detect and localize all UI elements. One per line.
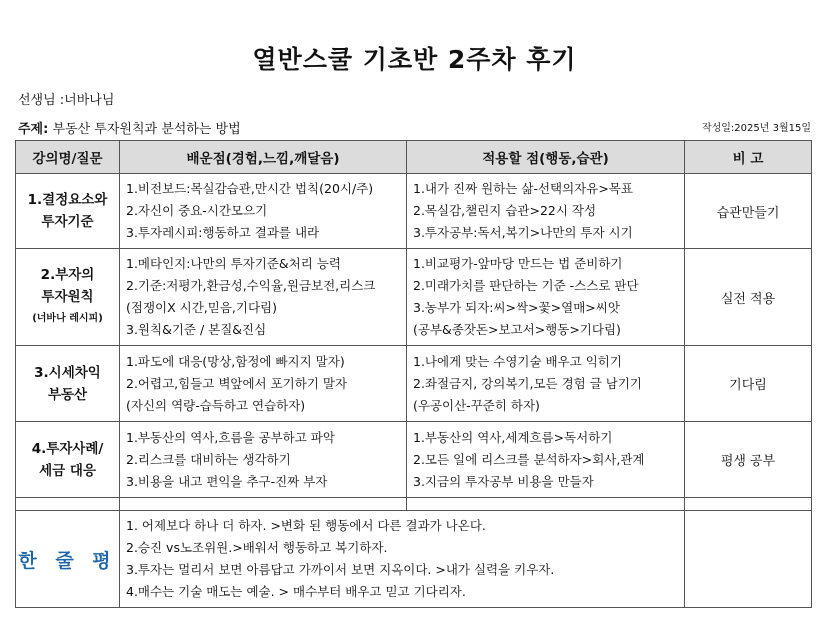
learned-line: 1.비전보드:목실감습관,만시간 법칙(20시/주) (126, 181, 374, 196)
table-row (16, 174, 812, 249)
apply-line: 2.좌절금지, 강의복기,모든 경험 글 남기기 (413, 375, 642, 391)
note-cell: 실전 적용 (685, 249, 812, 346)
review-note-cell (685, 511, 812, 608)
review-line: 3.투자는 멀리서 보면 아름답고 가까이서 보면 지옥이다. >내가 실력을 키우자. (126, 562, 555, 577)
learned-cell (120, 249, 407, 346)
learned-line: (점쟁이X 시간,믿음,기다림) (126, 300, 277, 315)
lecture-name (16, 422, 120, 498)
header-note: 비 고 (685, 141, 812, 174)
apply-cell (407, 346, 685, 422)
one-line-review-cell (120, 511, 685, 608)
spacer-cell (407, 498, 685, 511)
note-cell: 기다림 (685, 346, 812, 422)
learned-line: 1.파도에 대응(망상,함정에 빠지지 말자) (126, 353, 345, 369)
apply-line: 1.내가 진짜 원하는 삶-선택의자유>목표 (413, 181, 633, 196)
lecture-name (16, 346, 120, 422)
one-line-review-row (16, 511, 812, 608)
learned-line: 2.리스크를 대비하는 생각하기 (126, 451, 291, 467)
review-line: 2.승진 vs노조위원.>배워서 행동하고 복기하자. (126, 540, 388, 555)
header-lecture: 강의명/질문 (16, 141, 120, 174)
table-row (16, 422, 812, 498)
review-line: 1. 어제보다 하나 더 하자. >변화 된 행동에서 다른 결과가 나온다. (126, 518, 486, 533)
spacer-cell (685, 498, 812, 511)
apply-line: 2.미래가치를 판단하는 기준 -스스로 판단 (413, 278, 639, 293)
apply-cell (407, 174, 685, 249)
learned-line: 3.투자레시피:행동하고 결과를 내라 (126, 225, 320, 240)
learned-line: 1.메타인지:나만의 투자기준&처리 능력 (126, 256, 341, 271)
spacer-row (16, 498, 812, 511)
header-row (16, 141, 812, 174)
lecture-name-line: 투자원칙 (41, 289, 94, 305)
learned-cell (120, 422, 407, 498)
lecture-name-line: 1.결정요소와 (27, 192, 108, 208)
learned-line: (자신의 역량-습득하고 연습하자) (126, 397, 306, 413)
apply-line: 3.농부가 되자:씨>싹>꽃>열매>씨앗 (413, 300, 620, 315)
lecture-name-line: 3.시세차익 (34, 364, 101, 381)
header-apply: 적용할 점(행동,습관) (407, 141, 685, 174)
one-line-review-title: 한 줄 평 (16, 511, 120, 608)
apply-cell (407, 422, 685, 498)
apply-line: 1.비교평가-앞마당 만드는 법 준비하기 (413, 256, 623, 271)
lecture-name-line: 투자기준 (41, 214, 94, 230)
lecture-name (16, 174, 120, 249)
written-date: 작성일:2025년 3월15일 (701, 123, 811, 134)
review-line: 4.매수는 기술 매도는 예술. > 매수부터 배우고 믿고 기다리자. (126, 584, 466, 599)
table-row (16, 346, 812, 422)
teacher-label: 선생님 :너바나님 (18, 93, 115, 108)
learned-cell (120, 174, 407, 249)
subject-text: 부동산 투자원칙과 분석하는 방법 (48, 122, 241, 137)
subject-line (18, 118, 241, 137)
lecture-name-line: 4.투자사례/ (31, 440, 104, 457)
spacer-cell (16, 498, 120, 511)
subject-label: 주제: (18, 122, 49, 137)
apply-cell (407, 249, 685, 346)
apply-line: (공부&종잣돈>보고서>행동>기다림) (413, 322, 621, 337)
learned-line: 2.기준:저평가,환금성,수익율,원금보전,리스크 (126, 278, 376, 293)
apply-line: 2.모든 일에 리스크를 분석하자>회사,관계 (413, 451, 645, 467)
learned-line: 2.어렵고,힘들고 벽앞에서 포기하기 말자 (126, 375, 348, 391)
learned-line: 2.자신이 중요-시간모으기 (126, 203, 268, 218)
learned-line: 3.원칙&기준 / 본질&진심 (126, 322, 267, 337)
apply-line: 1.나에게 맞는 수영기술 배우고 익히기 (413, 353, 622, 369)
learned-line: 3.비용을 내고 편익을 추구-진짜 부자 (126, 473, 328, 489)
spacer-cell (120, 498, 407, 511)
lecture-name-line: 부동산 (47, 386, 88, 403)
lecture-name (16, 249, 120, 346)
lecture-name-sub: (너바나 레시피) (32, 313, 103, 324)
lecture-name-line: 2.부자의 (40, 267, 95, 283)
table-row (16, 249, 812, 346)
learned-cell (120, 346, 407, 422)
apply-line: (우공이산-꾸준히 하자) (413, 397, 540, 413)
note-cell: 습관만들기 (685, 174, 812, 249)
learned-line: 1.부동산의 역사,흐름을 공부하고 파악 (126, 429, 335, 445)
header-learned: 배운점(경험,느낌,깨달음) (120, 141, 407, 174)
page-title: 열반스쿨 기초반 2주차 후기 (252, 45, 577, 74)
apply-line: 2.목실감,챌린지 습관>22시 작성 (413, 203, 597, 218)
apply-line: 1.부동산의 역사,세계흐름>독서하기 (413, 429, 613, 445)
review-table (15, 140, 812, 608)
apply-line: 3.투자공부:독서,복기>나만의 투자 시기 (413, 225, 633, 240)
lecture-name-line: 세금 대응 (39, 462, 96, 479)
note-cell: 평생 공부 (685, 422, 812, 498)
apply-line: 3.지금의 투자공부 비용을 만들자 (413, 473, 594, 489)
